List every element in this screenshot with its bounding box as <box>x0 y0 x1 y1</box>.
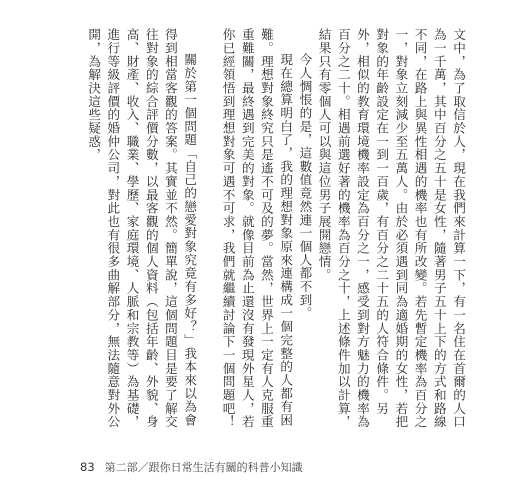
paragraph-1: 文中，為了取信於人，現在我們來計算一下，有一名住在首爾的人口為一千萬，其中百分之五十是女性，隨著男子五十上下的方式和路線不同，在路上與異性相遇的機率也有所改變。若先暫定機率為百分之一，對象立刻減少至五萬人。由於必須遇到同為適婚期的女性，若把對象的年齡設定在一到一百歲，有百分之二十五的人符合條件。另外，相似的教育環境機率設定為百分之一，感受到對方魅力的機率為百分之二十。相遇前選好著的機率為百分之十，上述條件加以計算，結果只有零個人可以與這位男子展開戀情。 <box>316 28 466 429</box>
page-number: 83 <box>80 460 95 474</box>
body-text <box>84 28 468 438</box>
running-footer: 第二部／跟你日常生活有關的科普小知識 <box>104 461 303 474</box>
paragraph-4: 關於第一個問題「自己的戀愛對象究竟有多好？」我本來以為會得到相當客觀的答案。其實並不然。簡單說，這個問題目是要了解交往對象的綜合評價分數，以最客觀的個人資料（包括年齡、外貌、身高、財產、收入、職業、學歷、家庭環境、人脈和宗教等）為基礎，進行等級評價的婚仲公司，對此也有很多曲解部分，無法隨意對外公開，為解決這些疑惑， <box>86 28 198 429</box>
paragraph-3: 現在總算明白了，我的理想對象原來連構成一個完整的人都有困難。理想對象終究只是遙不可及的夢。當然，世界上一定有人克服重重難關，最終遇到完美的對象。就像目前為止還沒有發現外星人，若你已經領悟到理想對象可遇不可求，我們就繼續討論下一個問題吧！ <box>220 28 294 429</box>
page-footer <box>80 459 303 475</box>
paragraph-2: 今人惆悵的是，這數值竟然連一個人都不到。 <box>297 53 313 321</box>
